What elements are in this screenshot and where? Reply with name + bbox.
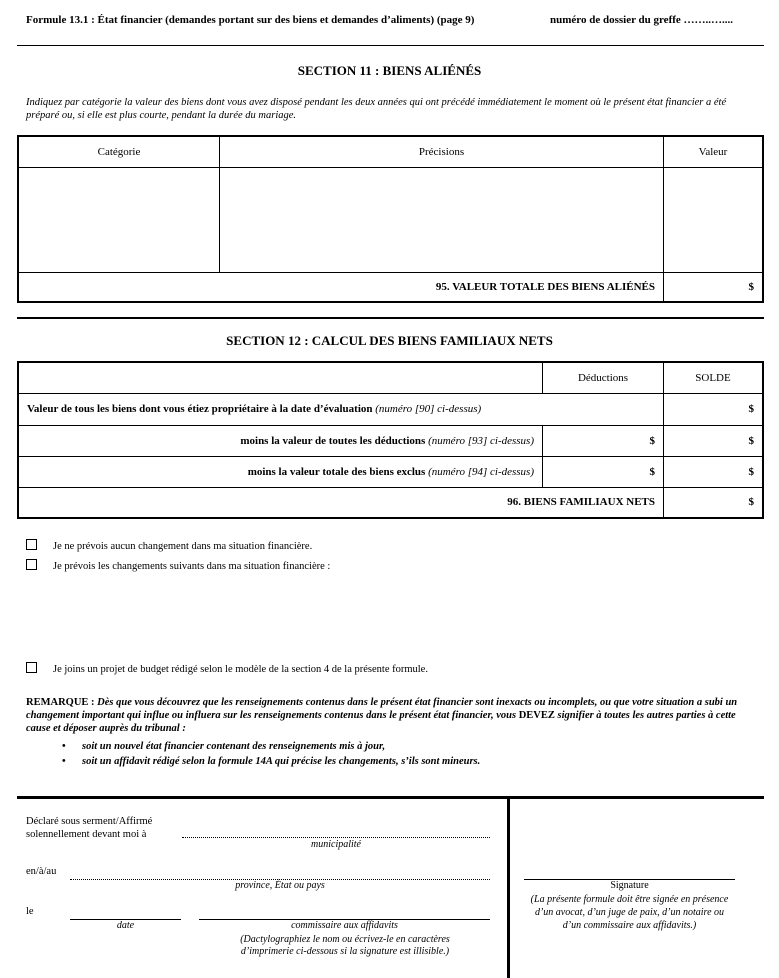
signature-block-top-rule (17, 796, 764, 799)
calc-row-ref: (numéro [93] ci-dessus) (428, 434, 534, 447)
calc-row-label: moins la valeur totale des biens exclus (247, 465, 426, 478)
remark-bullet: • soit un affidavit rédigé selon la formule 14A qui précise les changements, s’ils sont mineurs. (62, 754, 480, 769)
calc-row-balance[interactable]: $ (664, 425, 764, 456)
value-cell[interactable] (664, 167, 764, 272)
on-label: le (26, 906, 34, 917)
budget-checkbox[interactable] (26, 662, 37, 673)
section-divider (17, 317, 764, 319)
calc-row-ref: (numéro [90] ci-dessus) (375, 403, 482, 415)
signature-block-divider (507, 797, 510, 978)
col-category: Catégorie (18, 136, 220, 167)
signature-caption: Signature (610, 880, 649, 891)
net-family-property-value[interactable]: $ (664, 487, 764, 518)
remark-label: REMARQUE : (26, 697, 95, 708)
no-change-checkbox[interactable] (26, 539, 37, 550)
remark-must: DEVEZ (518, 710, 555, 721)
total-disposed-value[interactable]: $ (664, 272, 764, 302)
province-caption: province, État ou pays (235, 880, 325, 891)
remark-bullet: • soit un nouvel état financier contenant des renseignements mis à jour, (62, 739, 480, 754)
remark-text: Dès que vous découvrez que les renseignements contenus dans le présent état financier sont inexacts ou incomplets, ou que votre situation a subi un changement important qui influe ou influera sur les renseignements contenus dans le présent état financier, vous (26, 697, 738, 721)
signature-note: (La présente formule doit être signée en présence d’un avocat, d’un juge de paix, d’un notaire ou d’un commissaire aux affidavits.) (530, 894, 729, 931)
checkbox-row-no-change (26, 539, 312, 552)
calc-row-deduction[interactable]: $ (543, 456, 664, 487)
municipality-field[interactable] (182, 837, 490, 838)
budget-label: Je joins un projet de budget rédigé selon le modèle de la section 4 de la présente formule. (53, 664, 428, 675)
form-header (26, 14, 734, 26)
section12-title: SECTION 12 : CALCUL DES BIENS FAMILIAUX NETS (226, 333, 553, 348)
col-details: Précisions (220, 136, 664, 167)
net-family-property-label: 96. BIENS FAMILIAUX NETS (18, 487, 664, 518)
details-cell[interactable] (220, 167, 664, 272)
remark-bullets (62, 739, 480, 769)
calc-row-deductions (18, 425, 543, 456)
changes-label: Je prévois les changements suivants dans ma situation financière : (53, 561, 331, 572)
section11-table (17, 135, 764, 303)
section11-title: SECTION 11 : BIENS ALIÉNÉS (297, 63, 482, 78)
form-title: Formule 13.1 : État financier (demandes portant sur des biens et demandes d’aliments) (page 9) (26, 14, 475, 26)
calc-row-property (18, 393, 664, 425)
category-cell[interactable] (18, 167, 220, 272)
section11-instructions: Indiquez par catégorie la valeur des biens dont vous avez disposé pendant les deux années qui ont précédé immédiatement le moment où le présent état financier a été préparé ou, si elle est plus courte, pendant la durée du mariage. (26, 97, 727, 121)
col-balance: SOLDE (664, 362, 764, 393)
calc-row-balance[interactable]: $ (664, 456, 764, 487)
commissioner-note: (Dactylographiez le nom ou écrivez-le en caractères d’imprimerie ci-dessous si la signature est illisible.) (240, 934, 450, 957)
header-divider (17, 45, 764, 46)
in-label: en/à/au (26, 866, 57, 877)
date-caption: date (116, 920, 135, 931)
changes-textarea[interactable] (60, 578, 760, 654)
remark-text2: signifier à toutes les autres parties à cette cause et déposer auprès du tribunal : (26, 710, 736, 734)
remark (26, 696, 746, 735)
col-value: Valeur (664, 136, 764, 167)
sworn-line1: Déclaré sous serment/Affirmé (26, 816, 153, 827)
calc-row-label: Valeur de tous les biens dont vous étiez propriétaire à la date d’évaluation (27, 403, 373, 415)
checkbox-row-budget (26, 662, 428, 675)
calc-row-deduction[interactable]: $ (543, 425, 664, 456)
calc-row-ref: (numéro [94] ci-dessus) (428, 465, 534, 478)
section12-table (17, 361, 764, 519)
municipality-caption: municipalité (311, 839, 361, 850)
calc-row-label: moins la valeur de toutes les déductions (240, 434, 426, 447)
total-disposed-label: 95. VALEUR TOTALE DES BIENS ALIÉNÉS (18, 272, 664, 302)
checkbox-row-changes (26, 559, 330, 572)
commissioner-caption: commissaire aux affidavits (291, 920, 398, 931)
calc-row-balance[interactable]: $ (664, 393, 764, 425)
sworn-line2: solennellement devant moi à (26, 829, 147, 840)
calc-row-excluded (18, 456, 543, 487)
no-change-label: Je ne prévois aucun changement dans ma situation financière. (53, 541, 313, 552)
changes-checkbox[interactable] (26, 559, 37, 570)
col-deductions: Déductions (543, 362, 664, 393)
case-number: numéro de dossier du greffe ……..….... (550, 14, 734, 26)
sworn-label (26, 815, 152, 841)
